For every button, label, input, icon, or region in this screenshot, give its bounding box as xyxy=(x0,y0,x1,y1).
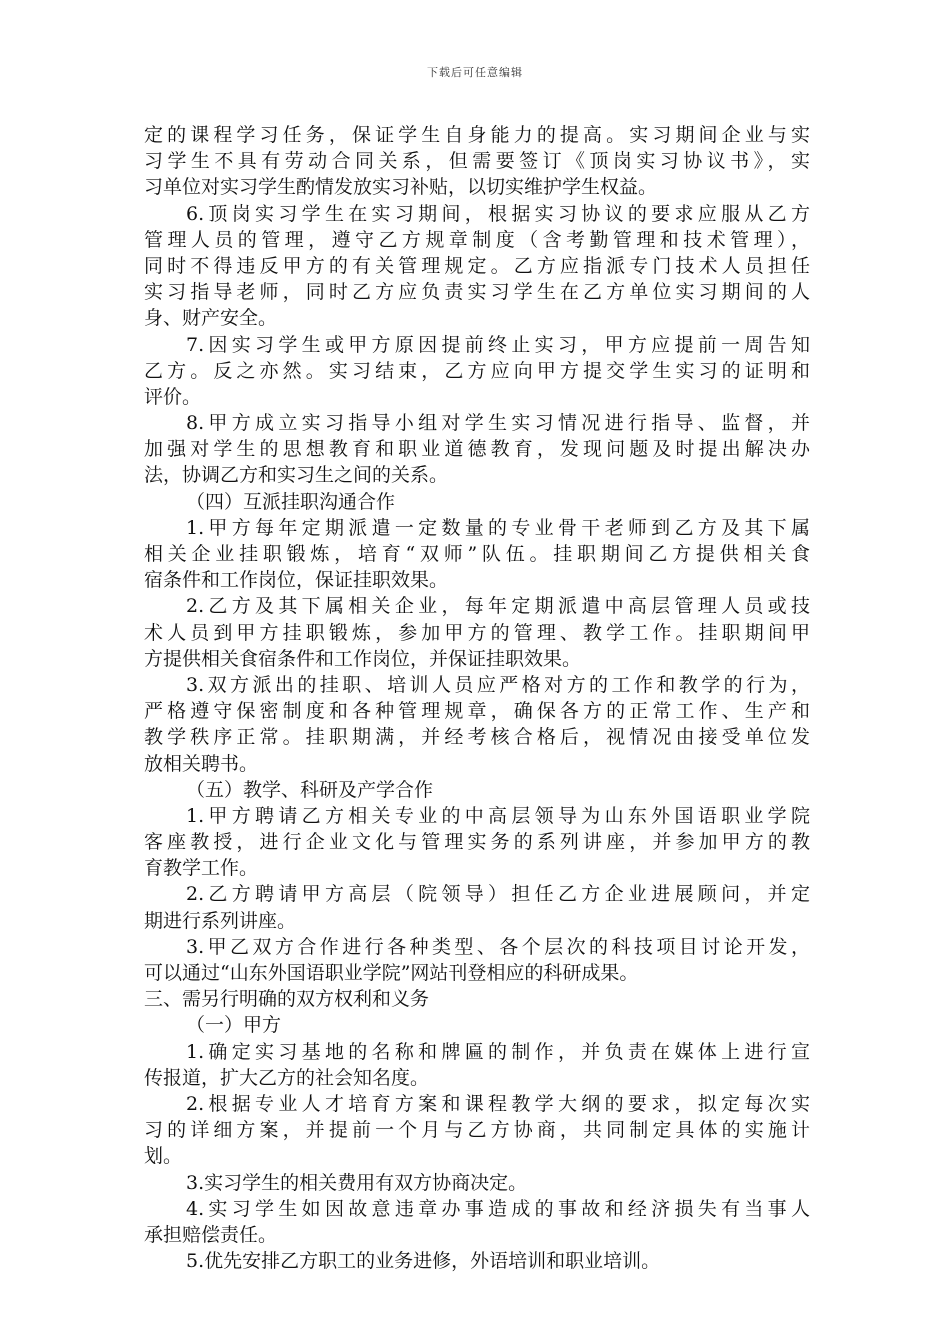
text-line: 相关企业挂职锻炼，培育“双师”队伍。挂职期间乙方提供相关食 xyxy=(144,543,810,565)
text-line: 方提供相关食宿条件和工作岗位，并保证挂职效果。 xyxy=(144,647,582,670)
page-header: 下载后可任意编辑 xyxy=(427,66,523,79)
text-line: （四）互派挂职沟通合作 xyxy=(186,490,396,513)
text-line: 教学秩序正常。挂职期满，并经考核合格后，视情况由接受单位发 xyxy=(144,726,810,749)
text-line: 3.甲乙双方合作进行各种类型、各个层次的科技项目讨论开发， xyxy=(186,935,810,958)
text-line: 2.乙方聘请甲方高层（院领导）担任乙方企业进展顾问，并定 xyxy=(186,883,810,906)
document-body xyxy=(144,122,810,1274)
text-line: 3.双方派出的挂职、培训人员应严格对方的工作和教学的行为， xyxy=(186,673,810,696)
text-line: 育教学工作。 xyxy=(144,857,259,880)
text-line: 加强对学生的思想教育和职业道德教育，发现问题及时提出解决办 xyxy=(144,438,810,461)
text-line: 乙方。反之亦然。实习结束，乙方应向甲方提交学生实习的证明和 xyxy=(144,359,810,382)
text-line: 实习指导老师，同时乙方应负责实习学生在乙方单位实习期间的人 xyxy=(144,281,810,304)
text-line: 7.因实习学生或甲方原因提前终止实习，甲方应提前一周告知 xyxy=(186,333,810,356)
text-line: 客座教授，进行企业文化与管理实务的系列讲座，并参加甲方的教 xyxy=(144,831,810,854)
text-line: 术人员到甲方挂职锻炼，参加甲方的管理、教学工作。挂职期间甲 xyxy=(144,621,810,644)
text-line: 可以通过“山东外国语职业学院”网站刊登相应的科研成果。 xyxy=(144,962,639,984)
text-line: 期进行系列讲座。 xyxy=(144,909,297,932)
text-line: 6.顶岗实习学生在实习期间，根据实习协议的要求应服从乙方 xyxy=(186,202,810,225)
text-line: 习学生不具有劳动合同关系，但需要签订《顶岗实习协议书》，实 xyxy=(144,150,810,173)
text-line: 3.实习学生的相关费用有双方协商决定。 xyxy=(186,1171,528,1194)
text-line: 宿条件和工作岗位，保证挂职效果。 xyxy=(144,569,449,592)
text-line: 1.甲方聘请乙方相关专业的中高层领导为山东外国语职业学院 xyxy=(186,804,810,827)
text-line: 2.乙方及其下属相关企业，每年定期派遣中高层管理人员或技 xyxy=(186,595,810,618)
text-line: 同时不得违反甲方的有关管理规定。乙方应指派专门技术人员担任 xyxy=(144,254,810,277)
text-line: 放相关聘书。 xyxy=(144,752,259,775)
text-line: 2.根据专业人才培育方案和课程教学大纲的要求，拟定每次实 xyxy=(186,1092,810,1115)
text-line: 8.甲方成立实习指导小组对学生实习情况进行指导、监督，并 xyxy=(186,412,810,435)
text-line: 划。 xyxy=(144,1145,183,1168)
text-line: 定的课程学习任务，保证学生自身能力的提高。实习期间企业与实 xyxy=(144,124,810,146)
text-line: 严格遵守保密制度和各种管理规章，确保各方的正常工作、生产和 xyxy=(144,700,810,723)
text-line: 4.实习学生如因故意违章办事造成的事故和经济损失有当事人 xyxy=(186,1197,810,1220)
text-line: 三、需另行明确的双方权利和义务 xyxy=(144,988,430,1011)
text-line: 1.确定实习基地的名称和牌匾的制作，并负责在媒体上进行宣 xyxy=(186,1040,810,1063)
text-line: 习单位对实习学生酌情发放实习补贴，以切实维护学生权益。 xyxy=(144,176,658,199)
text-line: 法，协调乙方和实习生之间的关系。 xyxy=(144,464,449,487)
text-line: 评价。 xyxy=(144,385,202,408)
text-line: 管理人员的管理，遵守乙方规章制度（含考勤管理和技术管理）， xyxy=(144,228,810,251)
text-line: 身、财产安全。 xyxy=(144,307,278,330)
text-line: 习的详细方案，并提前一个月与乙方协商，共同制定具体的实施计 xyxy=(144,1119,810,1142)
text-line: 传报道，扩大乙方的社会知名度。 xyxy=(144,1066,430,1089)
text-line: （五）教学、科研及产学合作 xyxy=(186,778,434,801)
text-line: 承担赔偿责任。 xyxy=(144,1223,278,1246)
text-line: 5.优先安排乙方职工的业务进修，外语培训和职业培训。 xyxy=(186,1250,661,1273)
text-line: 1.甲方每年定期派遣一定数量的专业骨干老师到乙方及其下属 xyxy=(186,516,810,539)
text-line: （一）甲方 xyxy=(186,1014,282,1037)
